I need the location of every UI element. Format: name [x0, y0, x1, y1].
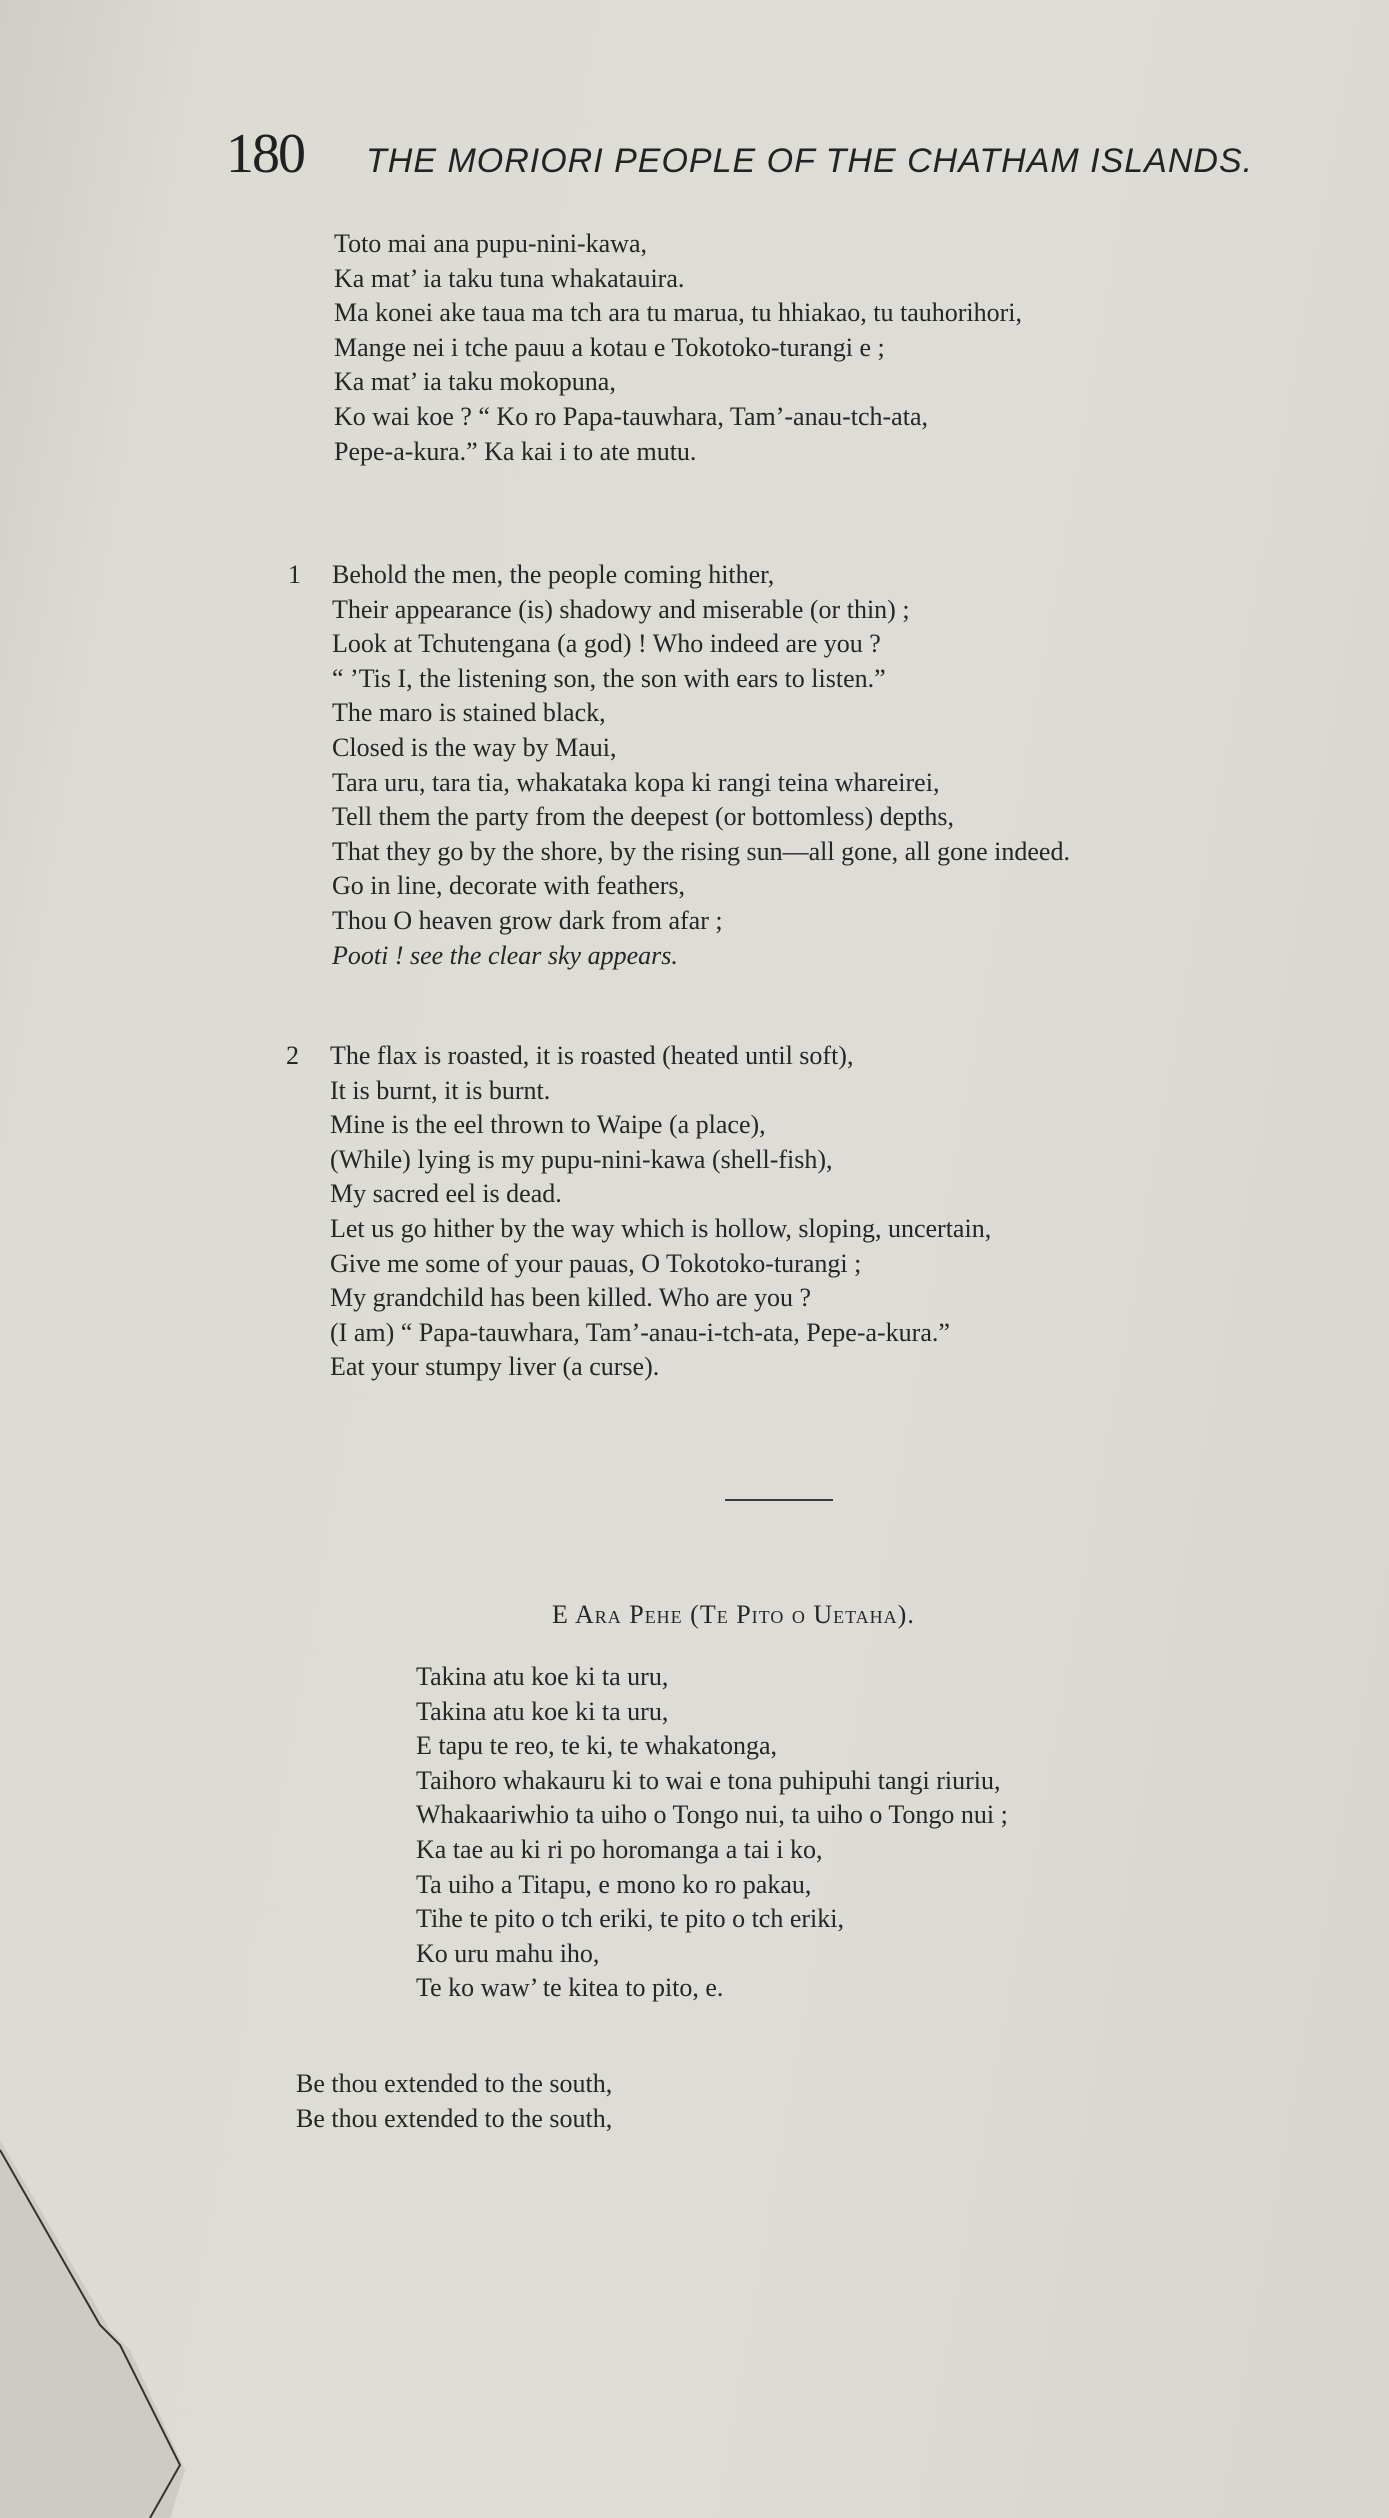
verse-line: Go in line, decorate with feathers, [332, 871, 686, 901]
maori-chant [416, 1660, 1008, 2006]
verse-line: My grandchild has been killed. Who are you ? [330, 1283, 812, 1313]
chant-line: Ka tae au ki ri po horomanga a tai i ko, [416, 1834, 823, 1864]
page-header [226, 122, 1266, 192]
verse-number: 1 [288, 560, 301, 589]
verse-line: (I am) “ Papa-tauwhara, Tam’-anau-i-tch-ata, Pepe-a-kura.” [330, 1317, 950, 1347]
verse-line: Behold the men, the people coming hither, [332, 560, 775, 589]
verse-line: Look at Tchutengana (a god) ! Who indeed are you ? [332, 629, 881, 659]
translation-verse-2 [330, 1039, 991, 1385]
verse-line: That they go by the shore, by the rising sun—all gone, all gone indeed. [332, 836, 1070, 866]
verse-line: Mange nei i tche pauu a kotau e Tokotoko-turangi e ; [334, 332, 885, 362]
verse-line: Eat your stumpy liver (a curse). [330, 1352, 660, 1382]
chant-line: Takina atu koe ki ta uru, [416, 1696, 669, 1726]
verse-line: Tara uru, tara tia, whakataka kopa ki rangi teina whareirei, [332, 767, 940, 797]
section-heading: E Ara Pehe (Te Pito o Uetaha). [552, 1600, 915, 1629]
verse-line: Tell them the party from the deepest (or bottomless) depths, [332, 802, 955, 832]
verse-line: Let us go hither by the way which is hollow, sloping, uncertain, [330, 1213, 992, 1243]
verse-line: Ma konei ake taua ma tch ara tu marua, tu hhiakao, tu tauhorihori, [334, 298, 1023, 328]
verse-line: Pepe-a-kura.” Ka kai i to ate mutu. [334, 436, 697, 466]
chant-line: Te ko waw’ te kitea to pito, e. [416, 1973, 724, 2003]
verse-line: My sacred eel is dead. [330, 1179, 562, 1209]
chant-line: Be thou extended to the south, [296, 2069, 613, 2098]
chant-line: Whakaariwhio ta uiho o Tongo nui, ta uiho o Tongo nui ; [416, 1800, 1008, 1830]
verse-line: Closed is the way by Maui, [332, 732, 617, 762]
chant-line: Ta uiho a Titapu, e mono ko ro pakau, [416, 1869, 812, 1899]
verse-line: Pooti ! see the clear sky appears. [332, 940, 678, 970]
chant-line: Ko uru mahu iho, [416, 1938, 600, 1968]
chant-line: Taihoro whakauru ki to wai e tona puhipuhi tangi riuriu, [416, 1765, 1001, 1795]
verse-line: Ko wai koe ? “ Ko ro Papa-tauwhara, Tam’-anau-tch-ata, [334, 401, 928, 431]
maori-verse-end [334, 227, 1022, 469]
verse-line: Toto mai ana pupu-nini-kawa, [334, 229, 647, 258]
chant-line: E tapu te reo, te ki, te whakatonga, [416, 1731, 777, 1761]
verse-line: “ ’Tis I, the listening son, the son with ears to listen.” [332, 663, 886, 693]
translation-verse-1 [332, 558, 1070, 973]
verse-line: Thou O heaven grow dark from afar ; [332, 905, 723, 935]
running-title: THE MORIORI PEOPLE OF THE CHATHAM ISLANDS. [366, 142, 1254, 180]
verse-number: 2 [286, 1041, 299, 1070]
page-fold-shadow [0, 2140, 200, 2518]
verse-line: Mine is the eel thrown to Waipe (a place), [330, 1110, 766, 1140]
chant-line: Be thou extended to the south, [296, 2103, 613, 2133]
chant-line: Takina atu koe ki ta uru, [416, 1662, 669, 1691]
verse-line: Give me some of your pauas, O Tokotoko-turangi ; [330, 1248, 862, 1278]
verse-line: Their appearance (is) shadowy and miserable (or thin) ; [332, 594, 910, 624]
verse-line: Ka mat’ ia taku mokopuna, [334, 367, 616, 397]
verse-line: Ka mat’ ia taku tuna whakatauira. [334, 263, 685, 293]
page-number: 180 [226, 123, 304, 185]
verse-line: It is burnt, it is burnt. [330, 1075, 551, 1105]
chant-translation [296, 2067, 612, 2136]
verse-line: The maro is stained black, [332, 698, 606, 728]
chant-line: Tihe te pito o tch eriki, te pito o tch eriki, [416, 1904, 844, 1934]
section-divider [725, 1499, 833, 1501]
verse-line: (While) lying is my pupu-nini-kawa (shell-fish), [330, 1144, 833, 1174]
verse-line: The flax is roasted, it is roasted (heated until soft), [330, 1041, 854, 1070]
